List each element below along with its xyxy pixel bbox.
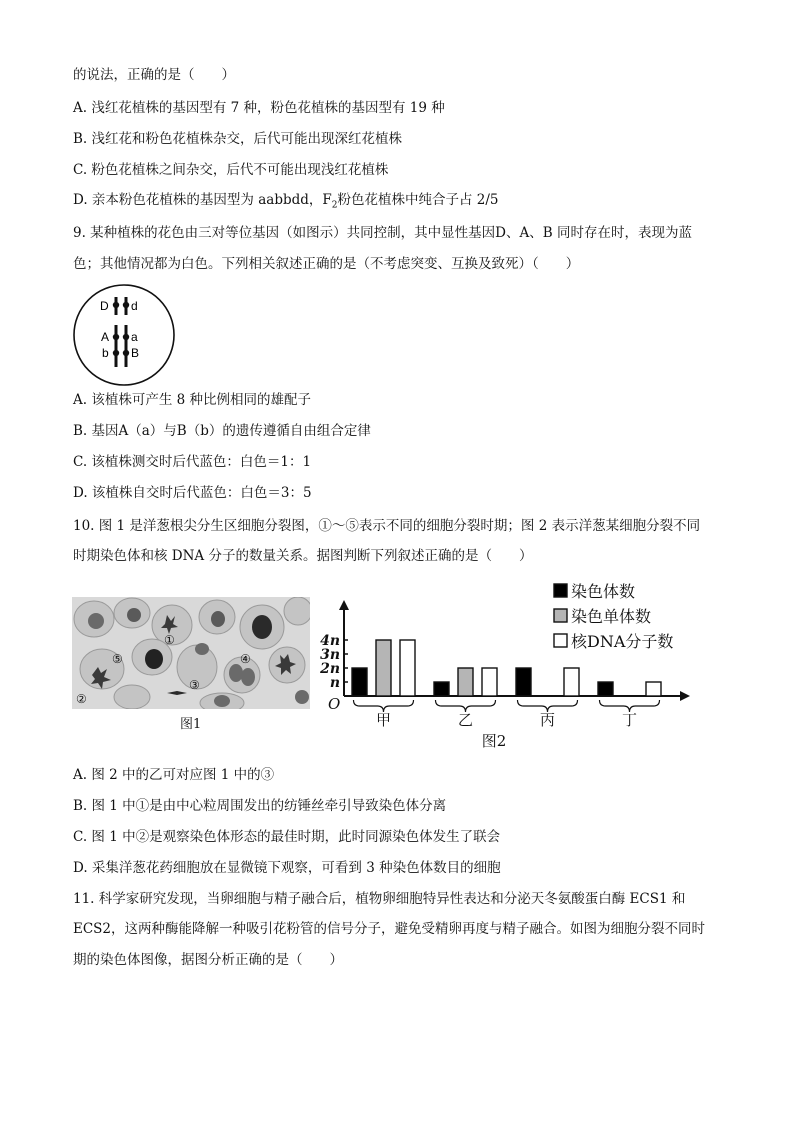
fig1-label-3: ③ [189, 678, 200, 692]
q8-option-d-pre: D. 亲本粉色花植株的基因型为 aabbdd，F [73, 192, 332, 208]
gene-label-A: A [101, 330, 110, 344]
chart-legend [554, 582, 673, 651]
bar [646, 682, 661, 696]
legend-swatch [554, 634, 567, 647]
bar [516, 668, 531, 696]
bar [598, 682, 613, 696]
fig1-label-4: ④ [240, 652, 251, 666]
bar [564, 668, 579, 696]
legend-label: 染色单体数 [571, 607, 652, 626]
x-tick-label: 丁 [621, 711, 638, 729]
bar [376, 640, 391, 696]
gene-label-b: b [102, 346, 109, 360]
q10-stem-line2: 时期染色体和核 DNA 分子的数量关系。据图判断下列叙述正确的是（ ） [73, 548, 533, 564]
bar [482, 668, 497, 696]
bar [458, 668, 473, 696]
y-tick-label: n [329, 675, 340, 691]
fig1-label-1: ① [164, 633, 175, 647]
gene-label-B: B [131, 346, 140, 360]
y-tick-label: 4n [320, 633, 340, 649]
x-tick-label: 丙 [539, 711, 556, 729]
q10-stem-line1: 10. 图 1 是洋葱根尖分生区细胞分裂图，①～⑤表示不同的细胞分裂时期；图 2 表示洋葱某细胞分裂不同 [73, 518, 701, 534]
fig1-label-5: ⑤ [112, 652, 123, 666]
bar [434, 682, 449, 696]
q10-option-c: C. 图 1 中②是观察染色体形态的最佳时期，此时同源染色体发生了联会 [73, 829, 501, 845]
legend-label: 染色体数 [571, 582, 636, 601]
q8-stem-tail: 的说法，正确的是（ ） [73, 67, 235, 83]
chart-title: 图2 [481, 732, 507, 750]
fig1-label-2: ② [76, 692, 87, 706]
x-tick-label: 甲 [375, 711, 392, 729]
q8-option-d-post: 粉色花植株中纯合子占 2/5 [337, 192, 499, 208]
gene-label-D: D [100, 299, 109, 313]
bar [352, 668, 367, 696]
gene-location-diagram [72, 283, 176, 387]
q8-option-d [73, 191, 499, 215]
q8-option-b: B. 浅红花和粉色花植株杂交，后代可能出现深红花植株 [73, 131, 403, 147]
x-tick-label: 乙 [457, 711, 474, 729]
q11-stem-line2: ECS2，这两种酶能降解一种吸引花粉管的信号分子，避免受精卵再度与精子融合。如图为细胞分裂不同时 [73, 921, 706, 937]
q8-option-a: A. 浅红花植株的基因型有 7 种，粉色花植株的基因型有 19 种 [73, 100, 445, 116]
y-tick-label: 3n [320, 647, 340, 663]
gene-label-d: d [131, 299, 138, 313]
q10-option-d: D. 采集洋葱花药细胞放在显微镜下观察，可看到 3 种染色体数目的细胞 [73, 860, 501, 876]
q10-option-a: A. 图 2 中的乙可对应图 1 中的③ [73, 767, 275, 783]
legend-swatch [554, 584, 567, 597]
q9-stem-line2: 色；其他情况都为白色。下列相关叙述正确的是（不考虑突变、互换及致死）（ ） [73, 256, 580, 272]
x-axis-arrow [680, 691, 690, 701]
onion-root-tip-micrograph [72, 597, 310, 709]
fig1-caption: 图1 [180, 717, 202, 732]
legend-label: 核DNA分子数 [571, 632, 674, 651]
q11-stem-line1: 11. 科学家研究发现，当卵细胞与精子融合后，植物卵细胞特异性表达和分泌天冬氨酸蛋白酶 ECS1 和 [73, 891, 686, 907]
gene-label-a: a [131, 330, 138, 344]
q8-option-d-sub: 2 [331, 200, 338, 211]
bar [400, 640, 415, 696]
q11-stem-line3: 期的染色体图像，据图分析正确的是（ ） [73, 952, 343, 968]
q9-option-d: D. 该植株自交时后代蓝色：白色＝3：5 [73, 485, 312, 501]
legend-swatch [554, 609, 567, 622]
q10-option-b: B. 图 1 中①是由中心粒周围发出的纺锤丝牵引导致染色体分离 [73, 798, 447, 814]
y-tick-label: 2n [320, 661, 340, 677]
q9-option-c: C. 该植株测交时后代蓝色：白色＝1：1 [73, 454, 312, 470]
fig2-bar-chart [318, 578, 698, 753]
y-origin-label: O [328, 695, 341, 713]
y-axis-arrow [339, 600, 349, 610]
q9-stem-line1: 9. 某种植株的花色由三对等位基因（如图示）共同控制，其中显性基因D、A、B 同时存在时，表现为蓝 [73, 225, 692, 241]
q9-option-a: A. 该植株可产生 8 种比例相同的雄配子 [73, 392, 312, 408]
q8-option-c: C. 粉色花植株之间杂交，后代不可能出现浅红花植株 [73, 162, 389, 178]
q9-option-b: B. 基因A（a）与B（b）的遗传遵循自由组合定律 [73, 423, 371, 439]
